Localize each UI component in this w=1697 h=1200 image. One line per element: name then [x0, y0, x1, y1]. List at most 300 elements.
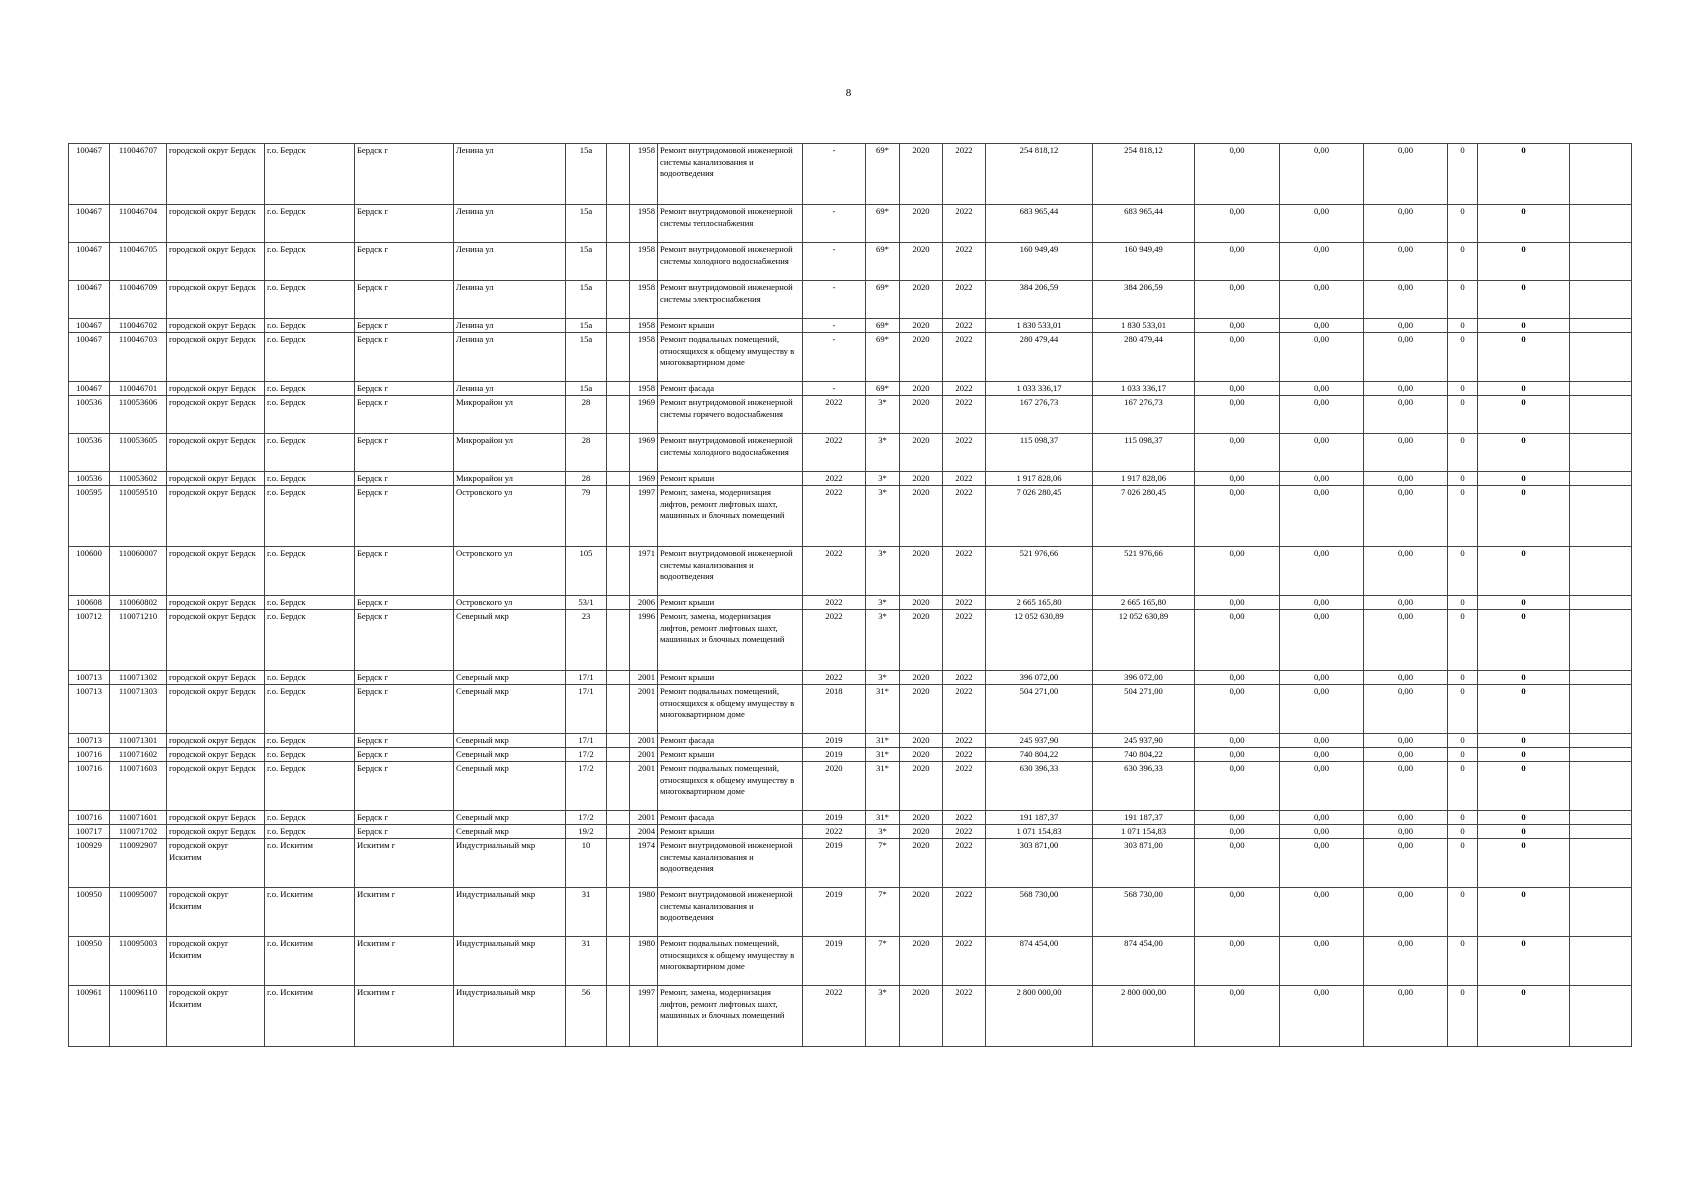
cell-fund-cost: 245 937,90	[1093, 734, 1195, 748]
cell-city: Бердск г	[355, 319, 454, 333]
cell-municipality: г.о. Бердск	[265, 434, 355, 472]
cell-work-type: Ремонт внутридомовой инженерной системы холодного водоснабжения	[658, 243, 803, 281]
table-row	[69, 382, 1632, 396]
cell-municipality: г.о. Бердск	[265, 205, 355, 243]
cell-house-number: 15а	[566, 243, 607, 281]
cell-note	[1570, 825, 1632, 839]
cell-fund-cost: 504 271,00	[1093, 685, 1195, 734]
cell-house-number: 31	[566, 888, 607, 937]
table-row	[69, 596, 1632, 610]
cell-municipal-funds: 0,00	[1364, 888, 1448, 937]
table-row	[69, 734, 1632, 748]
cell-federal-funds: 0,00	[1195, 281, 1280, 319]
cell-work-id: 110046704	[110, 205, 167, 243]
cell-note	[1570, 281, 1632, 319]
cell-building	[607, 547, 630, 596]
table-row	[69, 671, 1632, 685]
cell-work-type: Ремонт внутридомовой инженерной системы канализования и водоотведения	[658, 144, 803, 205]
cell-federal-funds: 0,00	[1195, 319, 1280, 333]
cell-building	[607, 610, 630, 671]
cell-work-type: Ремонт крыши	[658, 596, 803, 610]
cell-federal-funds: 0,00	[1195, 205, 1280, 243]
cell-house-number: 105	[566, 547, 607, 596]
cell-other-funds: 0	[1478, 382, 1570, 396]
cell-owner-funds: 0	[1448, 333, 1478, 382]
cell-year-end: 2022	[943, 610, 986, 671]
cell-last-repair-year: -	[803, 243, 866, 281]
cell-work-id: 110071301	[110, 734, 167, 748]
cell-year-end: 2022	[943, 811, 986, 825]
cell-other-funds: 0	[1478, 825, 1570, 839]
cell-other-funds: 0	[1478, 472, 1570, 486]
cell-regional-funds: 0,00	[1280, 547, 1364, 596]
cell-house-id: 100600	[69, 547, 110, 596]
cell-year-built: 2001	[630, 685, 658, 734]
cell-total-cost: 115 098,37	[986, 434, 1093, 472]
cell-wear: 31*	[866, 762, 900, 811]
cell-municipal-funds: 0,00	[1364, 596, 1448, 610]
cell-street: Ленина ул	[454, 333, 566, 382]
cell-work-id: 110071601	[110, 811, 167, 825]
cell-year-built: 1958	[630, 281, 658, 319]
cell-work-type: Ремонт внутридомовой инженерной системы теплоснабжения	[658, 205, 803, 243]
cell-city: Бердск г	[355, 825, 454, 839]
cell-year-built: 1969	[630, 396, 658, 434]
cell-federal-funds: 0,00	[1195, 434, 1280, 472]
cell-wear: 7*	[866, 839, 900, 888]
cell-street: Северный мкр	[454, 748, 566, 762]
cell-district: городской округ Бердск	[167, 825, 265, 839]
cell-work-type: Ремонт фасада	[658, 734, 803, 748]
cell-fund-cost: 683 965,44	[1093, 205, 1195, 243]
cell-total-cost: 568 730,00	[986, 888, 1093, 937]
table-row	[69, 748, 1632, 762]
cell-regional-funds: 0,00	[1280, 888, 1364, 937]
cell-house-id: 100467	[69, 382, 110, 396]
cell-year-start: 2020	[900, 382, 943, 396]
cell-federal-funds: 0,00	[1195, 685, 1280, 734]
cell-year-end: 2022	[943, 685, 986, 734]
cell-wear: 31*	[866, 734, 900, 748]
cell-district: городской округ Бердск	[167, 734, 265, 748]
cell-total-cost: 683 965,44	[986, 205, 1093, 243]
cell-year-built: 2001	[630, 811, 658, 825]
cell-district: городской округ Бердск	[167, 205, 265, 243]
cell-work-id: 110071702	[110, 825, 167, 839]
cell-house-id: 100713	[69, 671, 110, 685]
cell-owner-funds: 0	[1448, 205, 1478, 243]
cell-owner-funds: 0	[1448, 596, 1478, 610]
cell-year-start: 2020	[900, 396, 943, 434]
cell-municipal-funds: 0,00	[1364, 333, 1448, 382]
cell-building	[607, 671, 630, 685]
cell-work-id: 110046709	[110, 281, 167, 319]
cell-owner-funds: 0	[1448, 319, 1478, 333]
cell-street: Островского ул	[454, 547, 566, 596]
cell-other-funds: 0	[1478, 839, 1570, 888]
cell-city: Бердск г	[355, 486, 454, 547]
cell-regional-funds: 0,00	[1280, 281, 1364, 319]
cell-wear: 3*	[866, 396, 900, 434]
cell-regional-funds: 0,00	[1280, 319, 1364, 333]
cell-city: Искитим г	[355, 986, 454, 1047]
cell-last-repair-year: 2022	[803, 547, 866, 596]
cell-building	[607, 888, 630, 937]
cell-district: городской округ Искитим	[167, 839, 265, 888]
cell-year-start: 2020	[900, 472, 943, 486]
cell-wear: 31*	[866, 811, 900, 825]
table-row	[69, 610, 1632, 671]
cell-fund-cost: 115 098,37	[1093, 434, 1195, 472]
cell-total-cost: 191 187,37	[986, 811, 1093, 825]
cell-last-repair-year: -	[803, 205, 866, 243]
cell-year-end: 2022	[943, 333, 986, 382]
table-row	[69, 396, 1632, 434]
cell-note	[1570, 748, 1632, 762]
cell-federal-funds: 0,00	[1195, 671, 1280, 685]
cell-work-type: Ремонт подвальных помещений, относящихся к общему имуществу в многоквартирном доме	[658, 333, 803, 382]
cell-city: Бердск г	[355, 547, 454, 596]
cell-district: городской округ Бердск	[167, 748, 265, 762]
cell-owner-funds: 0	[1448, 734, 1478, 748]
cell-other-funds: 0	[1478, 671, 1570, 685]
cell-work-id: 110046705	[110, 243, 167, 281]
cell-owner-funds: 0	[1448, 396, 1478, 434]
cell-work-type: Ремонт, замена, модернизация лифтов, ремонт лифтовых шахт, машинных и блочных помещений	[658, 986, 803, 1047]
cell-total-cost: 2 665 165,80	[986, 596, 1093, 610]
cell-year-end: 2022	[943, 472, 986, 486]
cell-year-start: 2020	[900, 281, 943, 319]
cell-district: городской округ Искитим	[167, 937, 265, 986]
cell-wear: 3*	[866, 547, 900, 596]
cell-other-funds: 0	[1478, 333, 1570, 382]
cell-regional-funds: 0,00	[1280, 762, 1364, 811]
cell-municipal-funds: 0,00	[1364, 685, 1448, 734]
cell-regional-funds: 0,00	[1280, 825, 1364, 839]
cell-building	[607, 205, 630, 243]
cell-federal-funds: 0,00	[1195, 472, 1280, 486]
cell-street: Северный мкр	[454, 825, 566, 839]
cell-year-start: 2020	[900, 547, 943, 596]
cell-municipal-funds: 0,00	[1364, 144, 1448, 205]
cell-house-number: 23	[566, 610, 607, 671]
cell-municipality: г.о. Бердск	[265, 748, 355, 762]
cell-building	[607, 382, 630, 396]
cell-street: Ленина ул	[454, 243, 566, 281]
cell-municipal-funds: 0,00	[1364, 839, 1448, 888]
cell-house-id: 100467	[69, 205, 110, 243]
cell-fund-cost: 7 026 280,45	[1093, 486, 1195, 547]
cell-municipality: г.о. Бердск	[265, 610, 355, 671]
cell-fund-cost: 740 804,22	[1093, 748, 1195, 762]
cell-year-built: 2006	[630, 596, 658, 610]
cell-city: Бердск г	[355, 596, 454, 610]
cell-year-end: 2022	[943, 937, 986, 986]
cell-street: Островского ул	[454, 486, 566, 547]
cell-district: городской округ Искитим	[167, 888, 265, 937]
cell-note	[1570, 937, 1632, 986]
cell-owner-funds: 0	[1448, 281, 1478, 319]
cell-house-id: 100467	[69, 281, 110, 319]
cell-year-built: 1974	[630, 839, 658, 888]
table-row	[69, 434, 1632, 472]
cell-owner-funds: 0	[1448, 685, 1478, 734]
cell-house-id: 100716	[69, 762, 110, 811]
cell-work-id: 110095007	[110, 888, 167, 937]
cell-municipal-funds: 0,00	[1364, 986, 1448, 1047]
cell-note	[1570, 472, 1632, 486]
cell-last-repair-year: -	[803, 382, 866, 396]
cell-regional-funds: 0,00	[1280, 396, 1364, 434]
cell-work-type: Ремонт подвальных помещений, относящихся к общему имуществу в многоквартирном доме	[658, 685, 803, 734]
cell-year-built: 1997	[630, 986, 658, 1047]
cell-other-funds: 0	[1478, 748, 1570, 762]
cell-year-start: 2020	[900, 205, 943, 243]
cell-year-start: 2020	[900, 734, 943, 748]
cell-year-end: 2022	[943, 396, 986, 434]
cell-total-cost: 521 976,66	[986, 547, 1093, 596]
cell-note	[1570, 671, 1632, 685]
cell-district: городской округ Бердск	[167, 596, 265, 610]
cell-work-id: 110053602	[110, 472, 167, 486]
cell-year-built: 2001	[630, 734, 658, 748]
cell-street: Микрорайон ул	[454, 434, 566, 472]
cell-municipal-funds: 0,00	[1364, 671, 1448, 685]
cell-regional-funds: 0,00	[1280, 811, 1364, 825]
cell-federal-funds: 0,00	[1195, 596, 1280, 610]
cell-work-id: 110096110	[110, 986, 167, 1047]
cell-municipality: г.о. Искитим	[265, 839, 355, 888]
cell-other-funds: 0	[1478, 610, 1570, 671]
cell-total-cost: 630 396,33	[986, 762, 1093, 811]
cell-building	[607, 319, 630, 333]
cell-year-built: 2001	[630, 762, 658, 811]
cell-wear: 69*	[866, 205, 900, 243]
table-row	[69, 319, 1632, 333]
cell-wear: 3*	[866, 610, 900, 671]
cell-building	[607, 596, 630, 610]
cell-wear: 69*	[866, 333, 900, 382]
cell-year-start: 2020	[900, 610, 943, 671]
cell-district: городской округ Бердск	[167, 144, 265, 205]
cell-house-id: 100929	[69, 839, 110, 888]
cell-municipality: г.о. Бердск	[265, 396, 355, 434]
cell-owner-funds: 0	[1448, 825, 1478, 839]
table-row	[69, 825, 1632, 839]
cell-building	[607, 811, 630, 825]
cell-other-funds: 0	[1478, 547, 1570, 596]
cell-wear: 31*	[866, 748, 900, 762]
table-row	[69, 281, 1632, 319]
cell-regional-funds: 0,00	[1280, 671, 1364, 685]
cell-federal-funds: 0,00	[1195, 547, 1280, 596]
cell-total-cost: 2 800 000,00	[986, 986, 1093, 1047]
cell-year-built: 2001	[630, 748, 658, 762]
cell-building	[607, 144, 630, 205]
cell-regional-funds: 0,00	[1280, 610, 1364, 671]
cell-municipal-funds: 0,00	[1364, 396, 1448, 434]
cell-note	[1570, 486, 1632, 547]
cell-year-end: 2022	[943, 748, 986, 762]
cell-municipal-funds: 0,00	[1364, 319, 1448, 333]
cell-house-id: 100713	[69, 734, 110, 748]
cell-street: Микрорайон ул	[454, 472, 566, 486]
cell-note	[1570, 610, 1632, 671]
cell-year-built: 2004	[630, 825, 658, 839]
cell-house-id: 100713	[69, 685, 110, 734]
cell-last-repair-year: 2022	[803, 472, 866, 486]
cell-year-start: 2020	[900, 671, 943, 685]
cell-regional-funds: 0,00	[1280, 937, 1364, 986]
cell-work-type: Ремонт внутридомовой инженерной системы холодного водоснабжения	[658, 434, 803, 472]
cell-year-built: 1958	[630, 144, 658, 205]
cell-last-repair-year: -	[803, 333, 866, 382]
cell-house-id: 100467	[69, 319, 110, 333]
cell-municipality: г.о. Бердск	[265, 319, 355, 333]
cell-regional-funds: 0,00	[1280, 472, 1364, 486]
cell-year-end: 2022	[943, 382, 986, 396]
cell-municipality: г.о. Бердск	[265, 243, 355, 281]
cell-total-cost: 280 479,44	[986, 333, 1093, 382]
cell-work-type: Ремонт подвальных помещений, относящихся к общему имуществу в многоквартирном доме	[658, 937, 803, 986]
cell-district: городской округ Бердск	[167, 486, 265, 547]
cell-year-end: 2022	[943, 734, 986, 748]
cell-house-number: 28	[566, 396, 607, 434]
cell-fund-cost: 521 976,66	[1093, 547, 1195, 596]
cell-municipal-funds: 0,00	[1364, 811, 1448, 825]
cell-work-id: 110071602	[110, 748, 167, 762]
cell-wear: 69*	[866, 243, 900, 281]
cell-regional-funds: 0,00	[1280, 685, 1364, 734]
cell-fund-cost: 1 033 336,17	[1093, 382, 1195, 396]
cell-work-type: Ремонт крыши	[658, 825, 803, 839]
cell-owner-funds: 0	[1448, 547, 1478, 596]
cell-other-funds: 0	[1478, 243, 1570, 281]
cell-last-repair-year: -	[803, 319, 866, 333]
cell-other-funds: 0	[1478, 888, 1570, 937]
cell-year-built: 1980	[630, 937, 658, 986]
cell-wear: 7*	[866, 888, 900, 937]
cell-last-repair-year: 2019	[803, 937, 866, 986]
cell-work-id: 110059510	[110, 486, 167, 547]
cell-house-number: 15а	[566, 382, 607, 396]
cell-year-built: 2001	[630, 671, 658, 685]
cell-building	[607, 825, 630, 839]
cell-house-id: 100950	[69, 937, 110, 986]
cell-other-funds: 0	[1478, 986, 1570, 1047]
cell-work-id: 110095003	[110, 937, 167, 986]
cell-regional-funds: 0,00	[1280, 734, 1364, 748]
cell-house-number: 15а	[566, 205, 607, 243]
cell-municipality: г.о. Искитим	[265, 986, 355, 1047]
cell-year-end: 2022	[943, 319, 986, 333]
cell-total-cost: 504 271,00	[986, 685, 1093, 734]
cell-municipality: г.о. Искитим	[265, 937, 355, 986]
cell-note	[1570, 434, 1632, 472]
cell-work-id: 110071302	[110, 671, 167, 685]
cell-owner-funds: 0	[1448, 610, 1478, 671]
table-row	[69, 937, 1632, 986]
cell-street: Островского ул	[454, 596, 566, 610]
cell-work-type: Ремонт внутридомовой инженерной системы электроснабжения	[658, 281, 803, 319]
cell-building	[607, 734, 630, 748]
cell-city: Искитим г	[355, 937, 454, 986]
cell-fund-cost: 1 917 828,06	[1093, 472, 1195, 486]
cell-district: городской округ Бердск	[167, 434, 265, 472]
cell-municipality: г.о. Бердск	[265, 547, 355, 596]
cell-building	[607, 243, 630, 281]
cell-year-end: 2022	[943, 281, 986, 319]
cell-owner-funds: 0	[1448, 748, 1478, 762]
cell-house-number: 28	[566, 472, 607, 486]
cell-fund-cost: 254 818,12	[1093, 144, 1195, 205]
repair-program-table	[68, 143, 1632, 1047]
cell-federal-funds: 0,00	[1195, 144, 1280, 205]
cell-fund-cost: 12 052 630,89	[1093, 610, 1195, 671]
cell-regional-funds: 0,00	[1280, 382, 1364, 396]
cell-wear: 69*	[866, 144, 900, 205]
cell-building	[607, 434, 630, 472]
cell-district: городской округ Бердск	[167, 762, 265, 811]
cell-fund-cost: 2 800 000,00	[1093, 986, 1195, 1047]
cell-street: Индустриальный мкр	[454, 937, 566, 986]
cell-wear: 69*	[866, 281, 900, 319]
cell-city: Искитим г	[355, 839, 454, 888]
cell-city: Бердск г	[355, 243, 454, 281]
cell-note	[1570, 839, 1632, 888]
cell-year-end: 2022	[943, 825, 986, 839]
cell-building	[607, 281, 630, 319]
cell-work-type: Ремонт, замена, модернизация лифтов, ремонт лифтовых шахт, машинных и блочных помещений	[658, 486, 803, 547]
cell-city: Бердск г	[355, 472, 454, 486]
cell-house-number: 17/1	[566, 685, 607, 734]
cell-municipal-funds: 0,00	[1364, 734, 1448, 748]
cell-year-built: 1997	[630, 486, 658, 547]
cell-year-end: 2022	[943, 243, 986, 281]
cell-house-id: 100717	[69, 825, 110, 839]
table-row	[69, 986, 1632, 1047]
cell-house-id: 100536	[69, 396, 110, 434]
cell-work-id: 110046701	[110, 382, 167, 396]
cell-work-id: 110046703	[110, 333, 167, 382]
cell-street: Северный мкр	[454, 734, 566, 748]
cell-federal-funds: 0,00	[1195, 825, 1280, 839]
cell-city: Бердск г	[355, 333, 454, 382]
cell-municipality: г.о. Бердск	[265, 144, 355, 205]
cell-district: городской округ Бердск	[167, 382, 265, 396]
table-row	[69, 762, 1632, 811]
cell-total-cost: 1 033 336,17	[986, 382, 1093, 396]
cell-year-end: 2022	[943, 144, 986, 205]
cell-house-id: 100716	[69, 811, 110, 825]
cell-building	[607, 472, 630, 486]
cell-house-number: 17/2	[566, 762, 607, 811]
cell-house-number: 17/1	[566, 671, 607, 685]
cell-house-number: 19/2	[566, 825, 607, 839]
cell-house-number: 56	[566, 986, 607, 1047]
cell-district: городской округ Бердск	[167, 685, 265, 734]
cell-city: Бердск г	[355, 434, 454, 472]
table-row	[69, 685, 1632, 734]
cell-house-number: 53/1	[566, 596, 607, 610]
cell-note	[1570, 986, 1632, 1047]
cell-federal-funds: 0,00	[1195, 986, 1280, 1047]
cell-street: Ленина ул	[454, 144, 566, 205]
cell-note	[1570, 685, 1632, 734]
cell-year-end: 2022	[943, 434, 986, 472]
cell-building	[607, 333, 630, 382]
cell-other-funds: 0	[1478, 396, 1570, 434]
